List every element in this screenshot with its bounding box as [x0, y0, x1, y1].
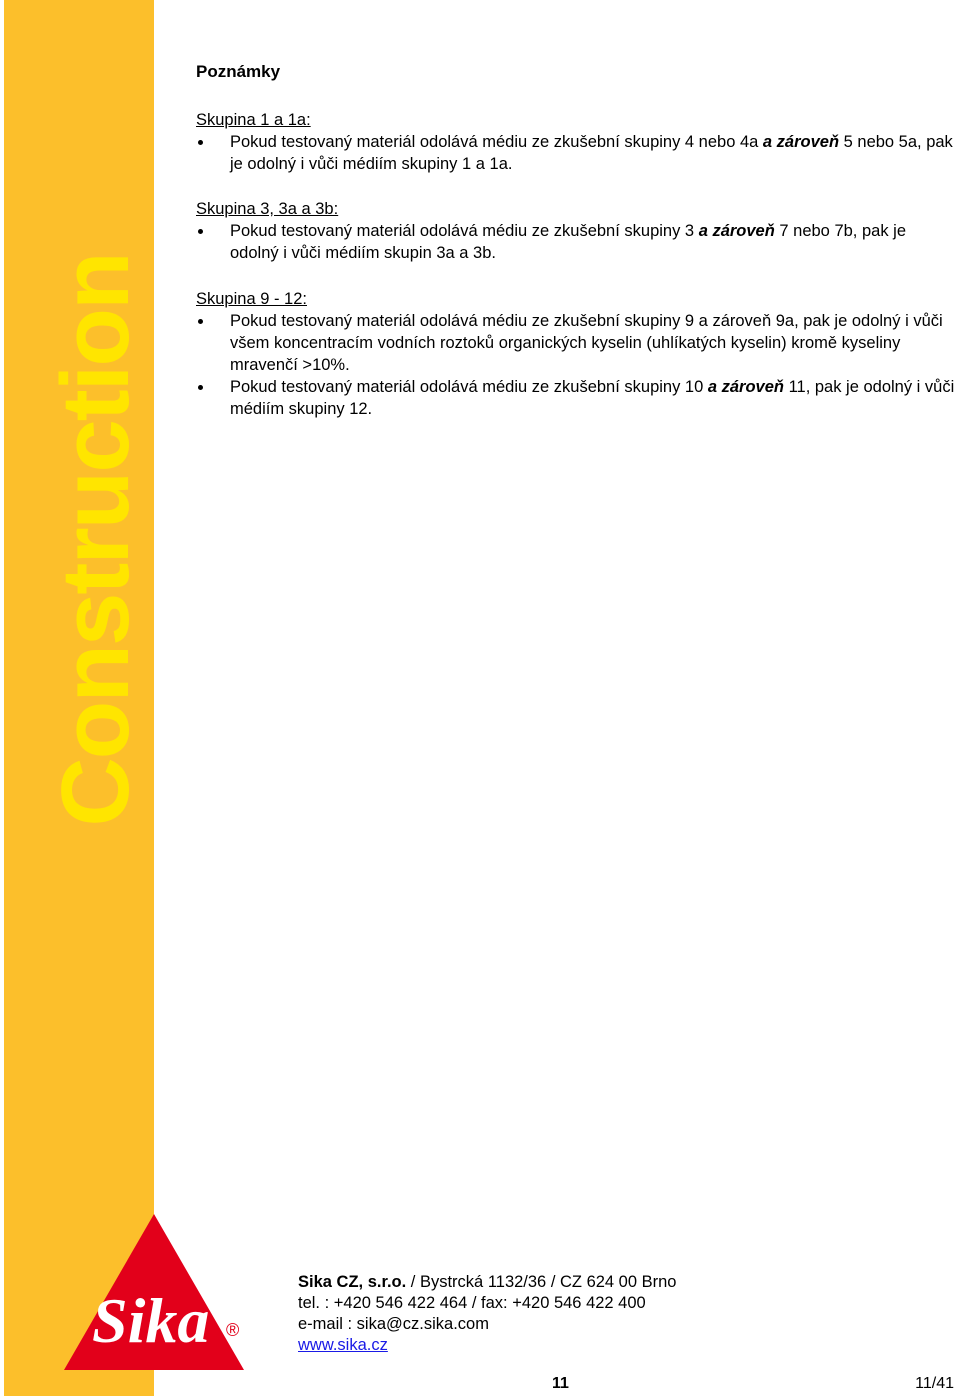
list-item: Pokud testovaný materiál odolává médiu ze zkušební skupiny 4 nebo 4a a zároveň 5 nebo 5a, pak je odolný i vůči médiím skupiny 1 a 1a.	[196, 131, 956, 175]
email-text: e-mail : sika@cz.sika.com	[298, 1315, 489, 1333]
list-item: Pokud testovaný materiál odolává médiu ze zkušební skupiny 3 a zároveň 7 nebo 7b, pak je odolný i vůči médiím skupin 3a a 3b.	[196, 220, 956, 264]
sidebar-band	[4, 0, 154, 1396]
sika-logo	[62, 1212, 246, 1372]
section-heading: Skupina 1 a 1a:	[196, 111, 311, 129]
company-name: Sika CZ, s.r.o.	[298, 1273, 407, 1291]
section-group-1	[196, 109, 956, 175]
list-item: Pokud testovaný materiál odolává médiu ze zkušební skupiny 10 a zároveň 11, pak je odolný i vůči médiím skupiny 12.	[196, 376, 956, 420]
date-text: Datum: 02/2007	[842, 25, 956, 42]
section-group-3	[196, 198, 956, 264]
company-address: / Bystrcká 1132/36 / CZ 624 00 Brno	[406, 1273, 677, 1291]
registered-mark: ®	[226, 1320, 240, 1340]
page-title: Poznámky	[196, 62, 281, 81]
logo-text: Sika	[92, 1285, 210, 1356]
author-text: Autor: J. Willmann	[826, 4, 956, 21]
section-group-9-12	[196, 288, 956, 420]
footer-contact	[298, 1272, 676, 1356]
website-link[interactable]: www.sika.cz	[298, 1336, 388, 1354]
page-count: 11/41	[915, 1375, 954, 1392]
phone-fax: tel. : +420 546 422 464 / fax: +420 546 422 400	[298, 1294, 646, 1312]
section-heading: Skupina 3, 3a a 3b:	[196, 200, 339, 218]
list-item: Pokud testovaný materiál odolává médiu ze zkušební skupiny 9 a zároveň 9a, pak je odolný i vůči všem koncentracím vodních roztoků organických kyselin (uhlíkatých kyselin) kromě kyseliny mravenčí >10%.	[196, 310, 956, 376]
section-heading: Skupina 9 - 12:	[196, 290, 307, 308]
page-header	[826, 2, 956, 44]
page-number: 11	[552, 1375, 569, 1392]
sidebar-vertical-text: Construction	[42, 253, 149, 827]
